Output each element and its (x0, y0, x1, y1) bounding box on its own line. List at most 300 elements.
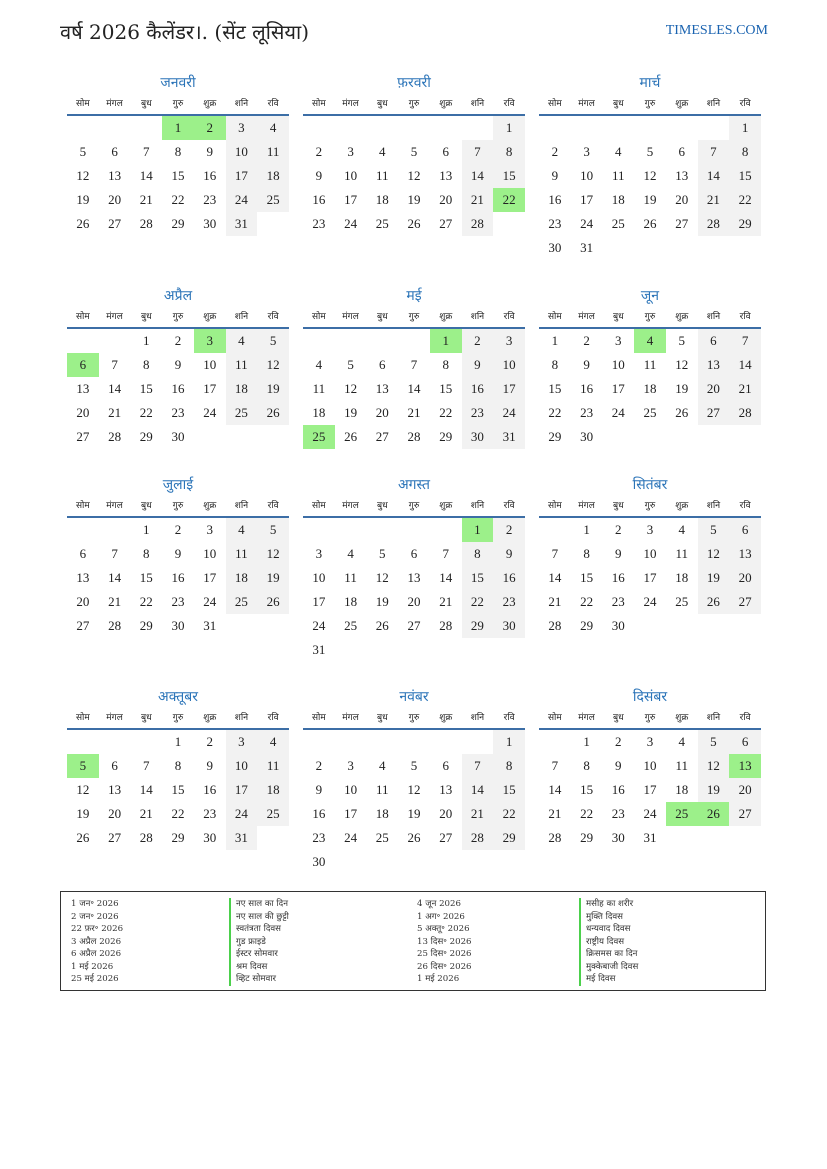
day-cell: 22 (439, 405, 453, 420)
day-cell: 17 (611, 381, 625, 396)
day-cell: 29 (139, 429, 153, 444)
weekday-label: शुक्र (675, 501, 689, 511)
day-cell: 3 (315, 546, 323, 561)
empty-cell (303, 329, 335, 353)
day-cell: 17 (203, 570, 217, 585)
holiday-entry: धन्यवाद दिवस (579, 923, 638, 936)
day-cell: 26 (257, 401, 289, 425)
day-cell: 20 (76, 405, 90, 420)
day-cell: 4 (379, 758, 386, 773)
day-cell: 25 (375, 830, 389, 845)
empty-cell (67, 329, 99, 353)
day-cell: 14 (698, 164, 730, 188)
day-cell: 1 (729, 116, 761, 140)
day-cell: 12 (675, 357, 689, 372)
day-cell: 9 (174, 546, 182, 561)
day-cell-holiday: 6 (67, 353, 99, 377)
day-cell: 30 (171, 429, 185, 444)
day-cell: 27 (76, 618, 90, 633)
empty-cell (67, 518, 99, 542)
empty-cell (398, 730, 430, 754)
day-cell: 11 (257, 140, 289, 164)
day-cell: 8 (583, 758, 590, 773)
weekday-label: रवि (267, 99, 279, 109)
day-cell: 2 (315, 144, 323, 159)
day-cell: 6 (111, 144, 118, 159)
day-cell: 5 (257, 518, 289, 542)
day-cell: 18 (257, 164, 289, 188)
empty-cell (462, 730, 494, 754)
month-name: अप्रैल (163, 288, 193, 304)
day-cell: 2 (462, 329, 494, 353)
day-cell: 31 (643, 830, 657, 845)
holiday-entry: 1 मई 2026 (71, 961, 114, 972)
holiday-entry: 5 अक्तू॰ 2026 (417, 924, 470, 934)
day-cell: 26 (76, 216, 90, 231)
day-cell: 28 (108, 429, 122, 444)
day-cell: 3 (347, 758, 354, 773)
day-cell: 24 (493, 401, 525, 425)
empty-cell (539, 116, 571, 140)
day-cell: 7 (143, 758, 150, 773)
day-cell: 27 (439, 216, 453, 231)
day-cell: 27 (675, 216, 689, 231)
day-cell: 10 (611, 357, 625, 372)
empty-cell (430, 730, 462, 754)
day-cell: 3 (646, 522, 654, 537)
month-name: जून (640, 288, 660, 304)
day-cell: 15 (729, 164, 761, 188)
day-cell: 16 (312, 806, 326, 821)
day-cell: 15 (493, 778, 525, 802)
holiday-entry: मसीह का शरीर (579, 898, 638, 911)
holiday-entry: 3 अप्रैल 2026 (71, 936, 122, 947)
day-cell: 27 (76, 429, 90, 444)
month-calendar (539, 474, 761, 638)
empty-cell (303, 730, 335, 754)
empty-cell (335, 730, 367, 754)
day-cell: 20 (108, 806, 122, 821)
day-cell: 4 (226, 329, 258, 353)
day-cell: 5 (698, 730, 730, 754)
day-cell: 22 (580, 594, 594, 609)
day-cell: 18 (312, 405, 326, 420)
day-cell: 8 (729, 140, 761, 164)
day-cell: 26 (375, 618, 389, 633)
day-cell: 21 (548, 806, 562, 821)
day-cell: 18 (257, 778, 289, 802)
weekday-label: बुध (612, 312, 624, 322)
day-cell: 21 (462, 188, 494, 212)
holiday-entry: 6 अप्रैल 2026 (71, 949, 122, 959)
day-cell: 25 (643, 405, 657, 420)
day-cell: 28 (407, 429, 421, 444)
day-cell-holiday: 5 (67, 754, 99, 778)
day-cell: 21 (407, 405, 421, 420)
day-cell: 23 (203, 806, 217, 821)
empty-cell (366, 518, 398, 542)
day-cell: 12 (407, 782, 421, 797)
weekday-label: रवि (267, 713, 279, 723)
day-cell: 12 (76, 782, 90, 797)
weekday-label: शुक्र (439, 713, 453, 723)
day-cell: 21 (698, 188, 730, 212)
day-cell: 26 (344, 429, 358, 444)
day-cell: 5 (257, 329, 289, 353)
day-cell: 23 (312, 830, 326, 845)
day-grid (539, 518, 761, 638)
day-cell: 27 (375, 429, 389, 444)
month-calendar (539, 72, 761, 260)
day-cell: 6 (729, 730, 761, 754)
day-cell: 9 (615, 546, 622, 561)
day-cell: 16 (171, 570, 185, 585)
holiday-entry: गुड फ्राइडे (229, 936, 289, 949)
day-cell: 28 (139, 830, 153, 845)
holiday-dates-right (417, 898, 472, 986)
day-cell: 19 (698, 566, 730, 590)
weekday-label: गुरु (644, 501, 656, 511)
day-cell: 10 (312, 570, 326, 585)
weekday-label: गुरु (408, 99, 420, 109)
day-cell: 21 (108, 594, 122, 609)
day-cell: 4 (379, 144, 386, 159)
holiday-entry: 26 दिस॰ 2026 (417, 961, 472, 972)
weekday-header (303, 708, 525, 730)
day-cell: 20 (108, 192, 122, 207)
day-cell: 5 (410, 758, 418, 773)
day-cell: 17 (344, 806, 358, 821)
day-cell: 1 (143, 333, 150, 348)
day-cell: 19 (375, 594, 389, 609)
weekday-label: सोम (311, 501, 326, 511)
empty-cell (398, 329, 430, 353)
day-cell: 20 (407, 594, 421, 609)
weekday-label: शुक्र (675, 99, 689, 109)
day-cell: 6 (442, 144, 449, 159)
month-name: मई (406, 288, 422, 304)
day-cell: 4 (678, 522, 685, 537)
day-cell: 2 (315, 758, 323, 773)
holiday-entry: मुक्केबाजी दिवस (579, 961, 638, 974)
day-cell: 8 (442, 357, 449, 372)
empty-cell (634, 116, 666, 140)
day-cell: 1 (583, 522, 590, 537)
day-cell: 8 (583, 546, 590, 561)
weekday-label: सोम (75, 312, 90, 322)
day-cell: 24 (203, 594, 217, 609)
day-cell: 17 (493, 377, 525, 401)
day-cell: 17 (203, 381, 217, 396)
day-cell: 16 (611, 570, 625, 585)
day-cell: 30 (611, 830, 625, 845)
day-cell: 11 (344, 570, 357, 585)
day-cell: 5 (410, 144, 418, 159)
day-cell: 2 (551, 144, 559, 159)
day-cell: 19 (675, 381, 689, 396)
day-cell: 15 (580, 782, 594, 797)
day-cell: 29 (171, 216, 185, 231)
holiday-list (60, 891, 766, 991)
weekday-label: शुक्र (675, 312, 689, 322)
day-cell: 20 (675, 192, 689, 207)
holiday-entry: 13 दिस॰ 2026 (417, 936, 472, 947)
day-cell: 29 (462, 614, 494, 638)
day-cell: 9 (206, 144, 213, 159)
day-cell: 2 (615, 522, 622, 537)
day-cell: 27 (108, 216, 122, 231)
weekday-label: गुरु (408, 312, 420, 322)
day-cell: 6 (678, 144, 685, 159)
day-cell: 15 (171, 782, 185, 797)
day-cell: 28 (139, 216, 153, 231)
weekday-label: सोम (75, 99, 90, 109)
day-cell: 23 (203, 192, 217, 207)
weekday-label: बुध (140, 99, 152, 109)
day-cell: 10 (493, 353, 525, 377)
day-cell: 22 (171, 806, 185, 821)
weekday-header (539, 94, 761, 116)
day-cell: 16 (548, 192, 562, 207)
holiday-entry: 22 फ़र॰ 2026 (71, 924, 124, 934)
weekday-label: बुध (612, 713, 624, 723)
weekday-label: सोम (311, 312, 326, 322)
day-cell: 6 (698, 329, 730, 353)
day-cell: 24 (643, 806, 657, 821)
day-cell: 26 (407, 216, 421, 231)
empty-cell (666, 116, 698, 140)
day-cell: 25 (675, 594, 689, 609)
day-cell: 3 (226, 116, 258, 140)
day-cell: 28 (462, 826, 494, 850)
day-cell: 7 (729, 329, 761, 353)
site-link[interactable]: TIMESLES.COM (665, 23, 768, 38)
weekday-header (539, 307, 761, 329)
day-cell: 23 (611, 806, 625, 821)
day-cell: 9 (174, 357, 182, 372)
empty-cell (130, 730, 162, 754)
day-cell: 21 (139, 192, 153, 207)
weekday-label: मंगल (578, 312, 595, 322)
day-cell: 19 (257, 566, 289, 590)
day-cell: 31 (312, 642, 326, 657)
day-cell: 24 (226, 188, 258, 212)
day-cell: 1 (493, 730, 525, 754)
day-cell: 7 (551, 546, 559, 561)
day-cell: 23 (611, 594, 625, 609)
day-cell: 4 (315, 357, 323, 372)
day-cell: 30 (171, 618, 185, 633)
day-cell: 10 (203, 357, 217, 372)
weekday-label: शुक्र (439, 312, 453, 322)
day-cell: 6 (111, 758, 118, 773)
empty-cell (571, 116, 603, 140)
empty-cell (99, 730, 131, 754)
day-cell: 11 (675, 758, 688, 773)
day-cell-holiday: 13 (729, 754, 761, 778)
day-cell: 31 (226, 826, 258, 850)
month-name: जुलाई (162, 477, 194, 493)
day-cell: 22 (493, 802, 525, 826)
day-grid (67, 518, 289, 638)
day-cell: 31 (226, 212, 258, 236)
weekday-header (539, 708, 761, 730)
day-cell: 25 (611, 216, 625, 231)
weekday-label: शुक्र (439, 501, 453, 511)
day-cell: 25 (226, 590, 258, 614)
day-cell: 18 (675, 570, 689, 585)
day-cell: 1 (583, 734, 590, 749)
empty-cell (99, 329, 131, 353)
day-cell: 2 (174, 522, 182, 537)
day-cell: 6 (729, 518, 761, 542)
weekday-label: बुध (140, 713, 152, 723)
day-cell: 14 (108, 570, 122, 585)
weekday-label: सोम (75, 501, 90, 511)
day-cell: 5 (678, 333, 685, 348)
day-cell: 10 (643, 546, 657, 561)
day-cell: 12 (344, 381, 358, 396)
day-cell: 6 (79, 546, 87, 561)
day-cell: 18 (611, 192, 625, 207)
day-cell: 8 (143, 546, 150, 561)
day-cell: 15 (171, 168, 185, 183)
day-cell: 16 (611, 782, 625, 797)
day-cell: 25 (375, 216, 389, 231)
day-cell: 21 (729, 377, 761, 401)
weekday-label: मंगल (578, 501, 595, 511)
day-grid (67, 329, 289, 449)
holiday-entry: नए साल का दिन (229, 898, 289, 911)
day-cell: 13 (439, 168, 453, 183)
day-cell: 14 (548, 782, 562, 797)
day-cell: 23 (548, 216, 562, 231)
day-cell: 7 (462, 140, 494, 164)
day-cell: 17 (344, 192, 358, 207)
day-cell: 27 (729, 802, 761, 826)
weekday-header (67, 496, 289, 518)
day-cell: 27 (407, 618, 421, 633)
holiday-entry: 1 मई 2026 (417, 974, 460, 984)
weekday-label: शुक्र (203, 501, 217, 511)
weekday-label: गुरु (644, 312, 656, 322)
day-cell: 7 (143, 144, 150, 159)
weekday-label: मंगल (106, 713, 123, 723)
empty-cell (99, 518, 131, 542)
day-cell: 26 (643, 216, 657, 231)
day-cell: 9 (615, 758, 622, 773)
month-calendar (67, 72, 289, 236)
day-cell: 8 (551, 357, 559, 372)
day-cell: 3 (615, 333, 622, 348)
month-name: मार्च (639, 75, 661, 91)
weekday-label: गुरु (172, 99, 184, 109)
day-cell: 18 (375, 192, 389, 207)
month-calendar (539, 686, 761, 850)
weekday-label: गुरु (172, 713, 184, 723)
month-calendar (67, 285, 289, 449)
day-cell: 7 (111, 357, 118, 372)
empty-cell (539, 730, 571, 754)
day-cell: 15 (493, 164, 525, 188)
day-cell-holiday: 22 (493, 188, 525, 212)
holiday-entry: मुक्ति दिवस (579, 911, 638, 924)
weekday-label: मंगल (342, 99, 359, 109)
day-cell: 23 (171, 405, 185, 420)
day-cell: 22 (729, 188, 761, 212)
day-cell: 19 (76, 192, 90, 207)
day-cell: 11 (226, 353, 258, 377)
day-cell: 14 (548, 570, 562, 585)
day-cell: 25 (226, 401, 258, 425)
day-cell: 5 (698, 518, 730, 542)
day-cell: 14 (462, 778, 494, 802)
day-cell: 12 (698, 754, 730, 778)
weekday-label: रवि (267, 501, 279, 511)
day-cell: 14 (407, 381, 421, 396)
weekday-label: रवि (739, 501, 751, 511)
day-cell: 16 (462, 377, 494, 401)
day-cell: 11 (643, 357, 657, 372)
empty-cell (602, 116, 634, 140)
day-cell: 19 (698, 778, 730, 802)
day-cell: 5 (347, 357, 354, 372)
day-cell: 21 (462, 802, 494, 826)
day-cell: 14 (139, 168, 153, 183)
day-cell: 12 (257, 542, 289, 566)
day-cell: 7 (551, 758, 559, 773)
day-grid (303, 730, 525, 874)
day-cell: 10 (203, 546, 217, 561)
day-cell: 19 (407, 192, 421, 207)
weekday-label: मंगल (578, 99, 595, 109)
day-cell: 20 (439, 192, 453, 207)
weekday-label: रवि (503, 501, 515, 511)
day-cell: 18 (675, 782, 689, 797)
holiday-entry: 1 जन॰ 2026 (71, 899, 119, 909)
empty-cell (335, 329, 367, 353)
holiday-entry: 25 मई 2026 (71, 974, 119, 984)
day-cell: 2 (174, 333, 182, 348)
weekday-label: सोम (547, 713, 562, 723)
empty-cell (303, 518, 335, 542)
month-calendar (539, 285, 761, 449)
weekday-label: रवि (739, 99, 751, 109)
weekday-label: बुध (612, 501, 624, 511)
day-cell: 16 (203, 782, 217, 797)
day-cell: 31 (203, 618, 217, 633)
day-cell: 7 (698, 140, 730, 164)
day-cell: 20 (76, 594, 90, 609)
day-cell: 9 (462, 353, 494, 377)
day-cell: 8 (493, 754, 525, 778)
day-cell: 22 (171, 192, 185, 207)
day-cell: 24 (344, 830, 358, 845)
weekday-label: शनि (706, 312, 721, 322)
weekday-label: शनि (470, 99, 485, 109)
weekday-label: शुक्र (439, 99, 453, 109)
day-cell: 28 (698, 212, 730, 236)
day-grid (67, 730, 289, 850)
day-cell: 8 (174, 758, 182, 773)
day-cell: 29 (493, 826, 525, 850)
day-cell: 12 (375, 570, 389, 585)
day-cell: 4 (226, 518, 258, 542)
day-cell: 7 (410, 357, 418, 372)
day-cell: 24 (312, 618, 326, 633)
day-cell: 3 (493, 329, 525, 353)
day-cell: 3 (226, 730, 258, 754)
